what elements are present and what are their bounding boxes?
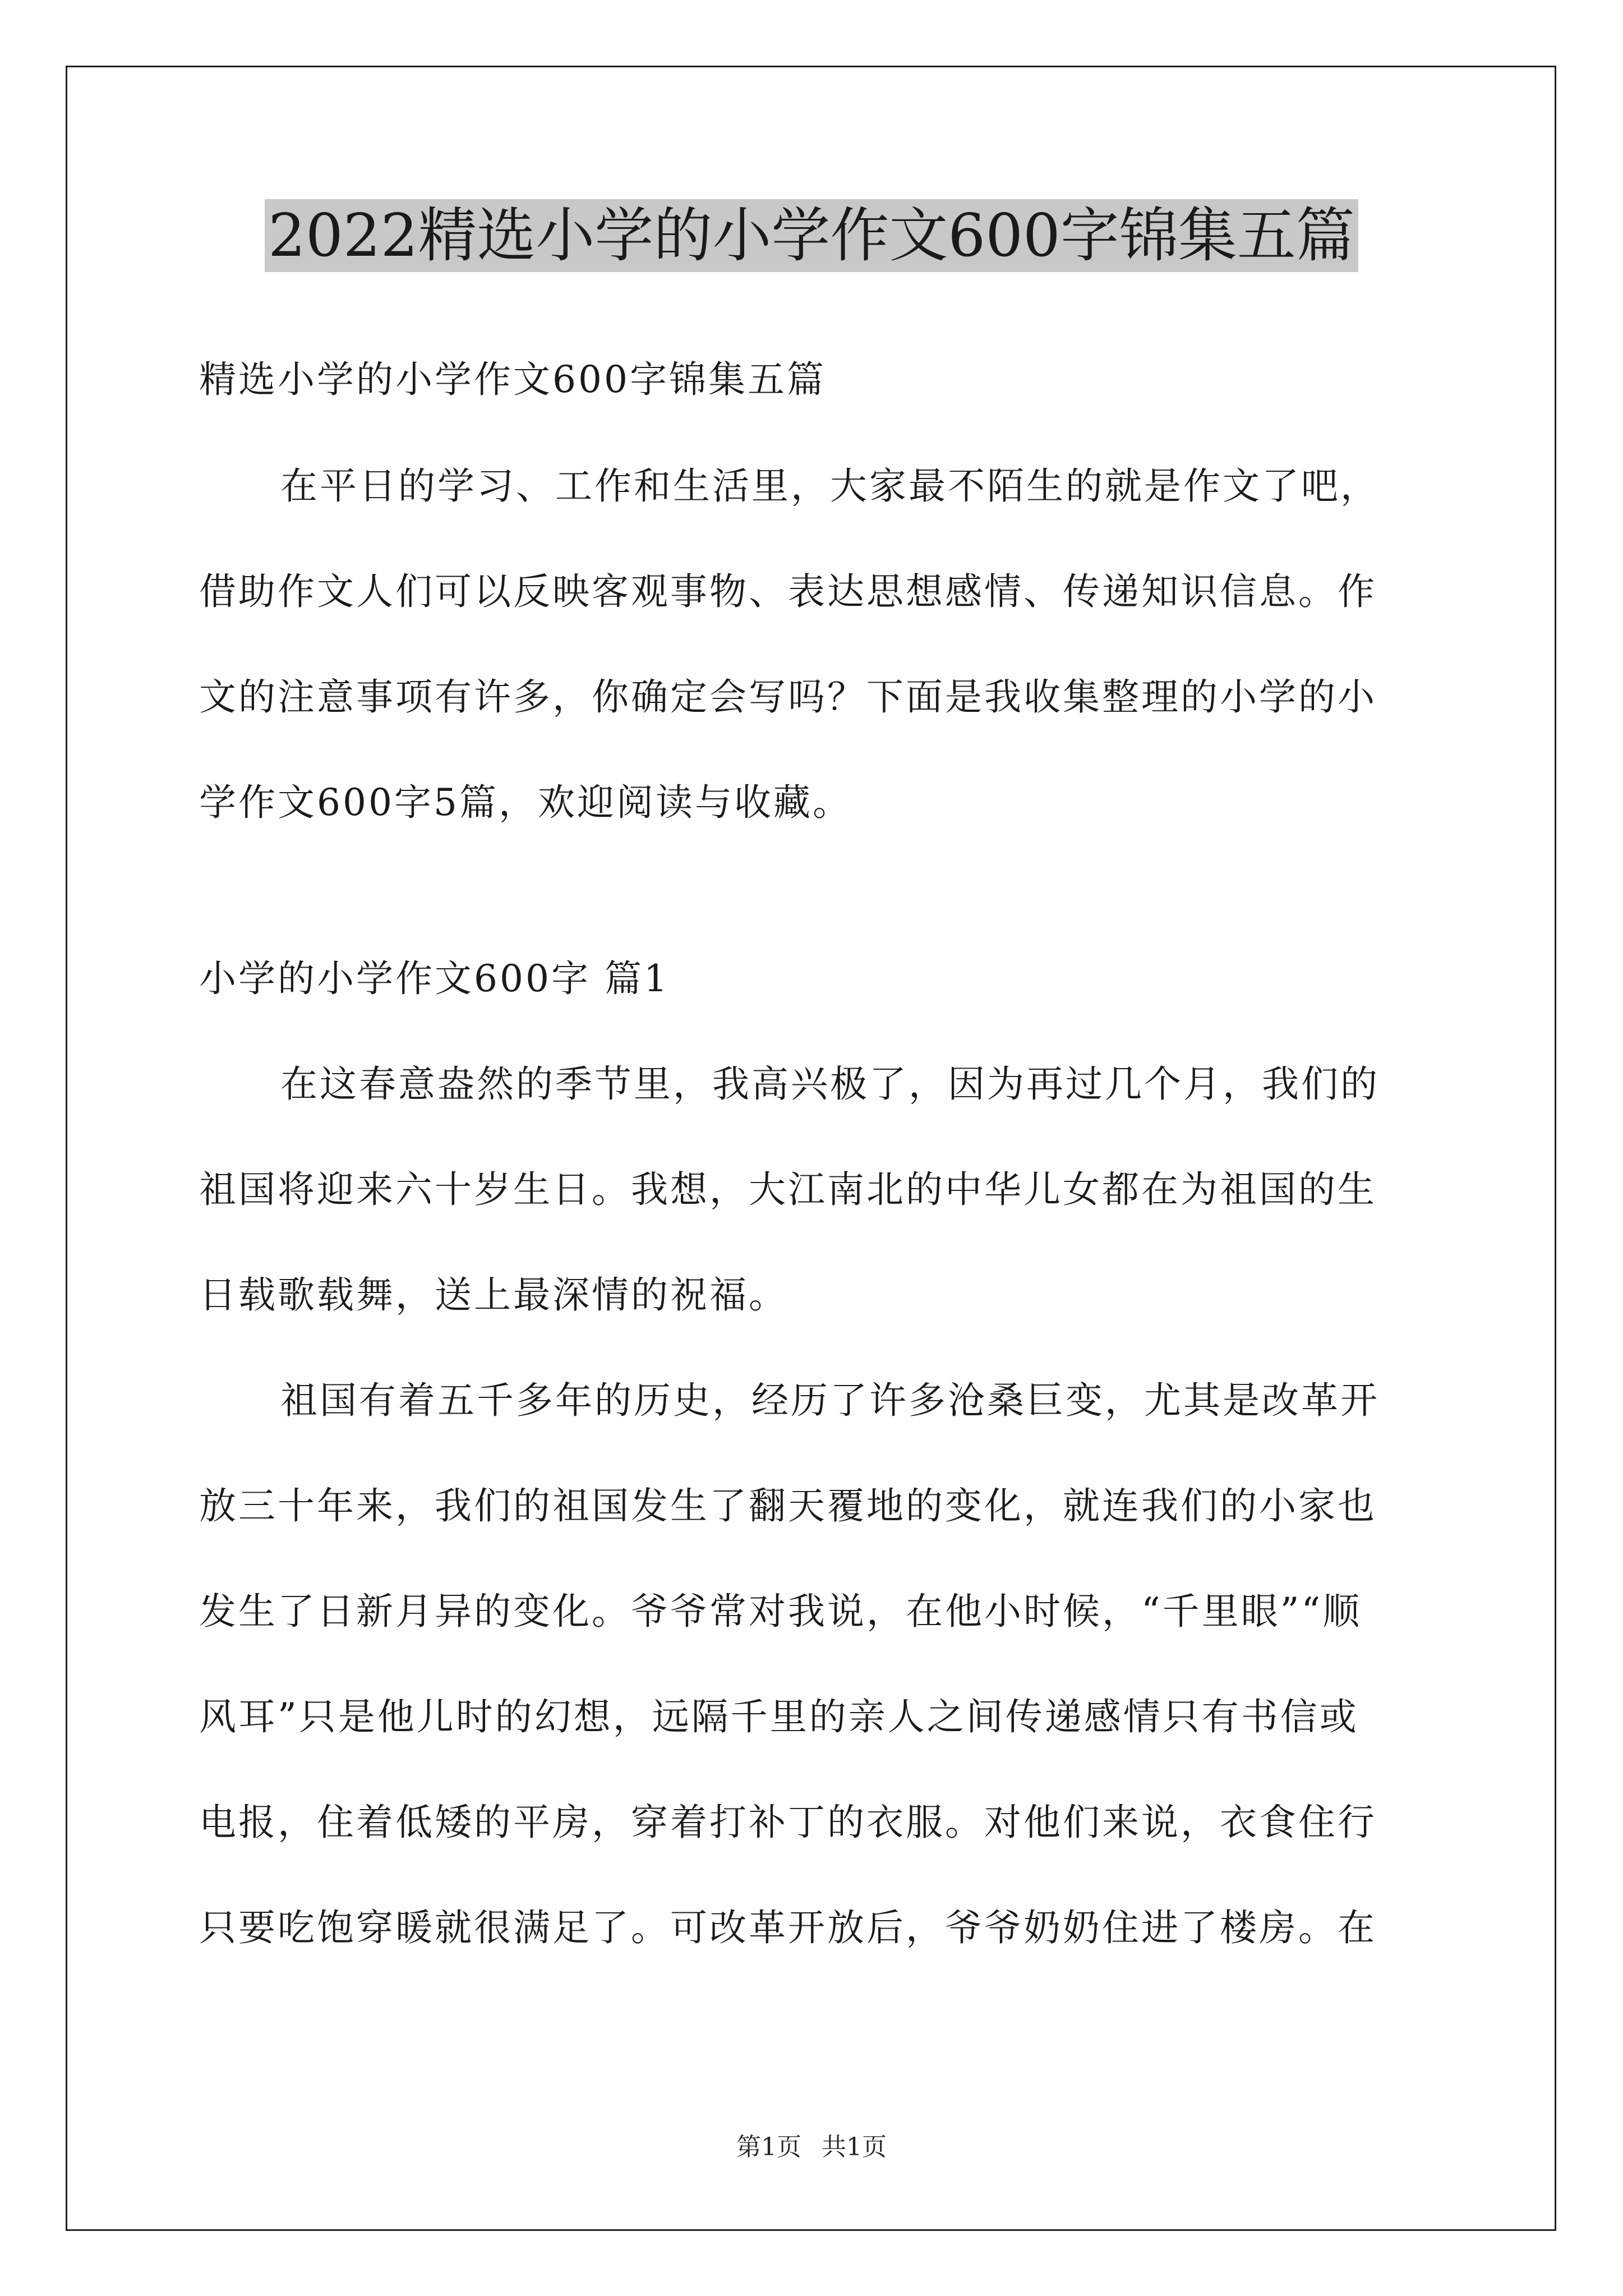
paragraph-line: 祖国将迎来六十岁生日。我想，大江南北的中华儿女都在为祖国的生	[199, 1168, 1377, 1211]
page-footer	[0, 2131, 1623, 2164]
page-number: 第1页	[736, 2133, 801, 2161]
section-heading: 小学的小学作文600字 篇1	[199, 957, 670, 1000]
paragraph-line: 风耳”只是他儿时的幻想，远隔千里的亲人之间传递感情只有书信或	[199, 1695, 1359, 1738]
paragraph-line: 日载歌载舞，送上最深情的祝福。	[199, 1273, 788, 1317]
paragraph-line: 在这春意盎然的季节里，我高兴极了，因为再过几个月，我们的	[280, 1062, 1380, 1106]
page-total: 共1页	[822, 2133, 887, 2161]
paragraph-line: 祖国有着五千多年的历史，经历了许多沧桑巨变，尤其是改革开	[280, 1379, 1380, 1422]
title-container	[0, 199, 1623, 272]
document-title: 2022精选小学的小学作文600字锦集五篇	[265, 199, 1358, 272]
intro-line: 学作文600字5篇，欢迎阅读与收藏。	[199, 781, 852, 824]
paragraph-line: 放三十年来，我们的祖国发生了翻天覆地的变化，就连我们的小家也	[199, 1484, 1377, 1527]
intro-line: 借助作文人们可以反映客观事物、表达思想感情、传递知识信息。作	[199, 570, 1377, 613]
paragraph-line: 只要吃饱穿暖就很满足了。可改革开放后，爷爷奶奶住进了楼房。在	[199, 1906, 1377, 1949]
intro-line: 文的注意事项有许多，你确定会写吗？下面是我收集整理的小学的小	[199, 675, 1377, 719]
paragraph-line: 电报，住着低矮的平房，穿着打补丁的衣服。对他们来说，衣食住行	[199, 1801, 1377, 1844]
paragraph-line: 发生了日新月异的变化。爷爷常对我说，在他小时候，“千里眼”“顺	[199, 1590, 1362, 1633]
document-subtitle: 精选小学的小学作文600字锦集五篇	[199, 358, 826, 401]
intro-line: 在平日的学习、工作和生活里，大家最不陌生的就是作文了吧，	[280, 464, 1380, 508]
